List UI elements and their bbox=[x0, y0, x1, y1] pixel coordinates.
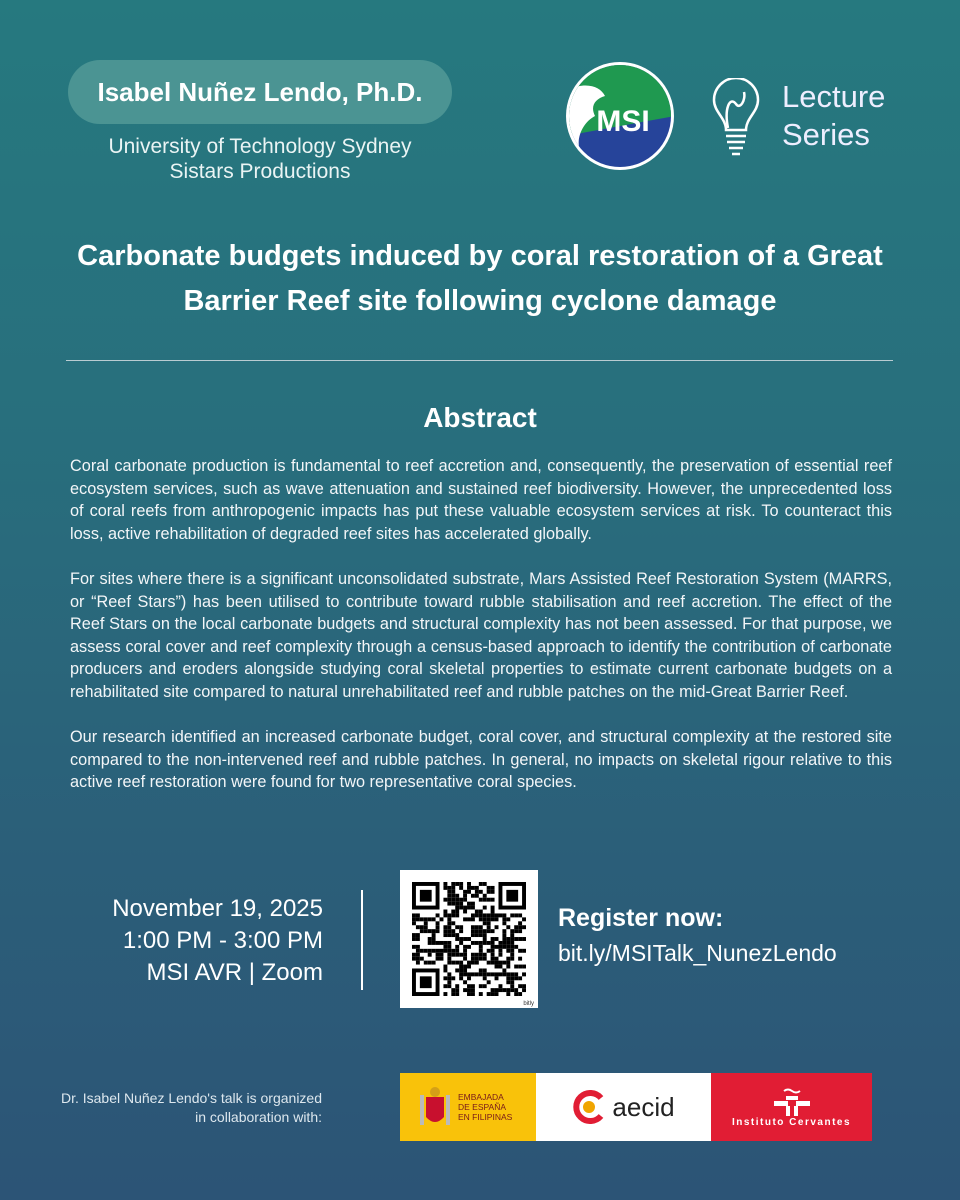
partner-cervantes bbox=[711, 1073, 872, 1141]
aecid-text: aecid bbox=[612, 1091, 675, 1122]
msi-logo bbox=[565, 61, 675, 171]
qr-pattern bbox=[412, 882, 526, 996]
collaboration-note: Dr. Isabel Nuñez Lendo's talk is organized in collaboration with: bbox=[60, 1090, 322, 1125]
lecture-series bbox=[782, 78, 885, 154]
register-label: Register now: bbox=[558, 904, 724, 932]
series-line-1: Lecture bbox=[782, 79, 886, 114]
speaker-name: Isabel Nuñez Lendo, Ph.D. bbox=[68, 60, 452, 124]
lightbulb-icon bbox=[710, 78, 762, 158]
abstract-paragraph: Coral carbonate production is fundamental to reef accretion and, consequently, the preservation of essential reef ecosystem services, such as wave attenuation and sustained reef biodiversity. However, the unprecedented loss of coral reefs from anthropogenic impacts has put these valuable ecosystem services at risk. To counteract this loss, active rehabilitation of degraded reef sites has accelerated globally. bbox=[70, 457, 892, 543]
cervantes-logo-icon bbox=[772, 1087, 812, 1117]
affiliation-1: University of Technology Sydney bbox=[108, 135, 412, 158]
event-details bbox=[40, 893, 323, 989]
divider bbox=[66, 360, 893, 361]
event-venue: MSI AVR | Zoom bbox=[146, 959, 323, 986]
abstract-paragraph: For sites where there is a significant unconsolidated substrate, Mars Assisted Reef Restoration System (MARRS, or “Reef Stars”) has been utilised to contribute toward rubble stabilisation and reef accretion. The effect of the Reef Stars on the local carbonate budgets and structural complexity has not been assessed. For that purpose, we assess coral cover and reef complexity through a census-based approach to identify the contribution of carbonate producers and eroders alongside studying coral skeletal properties to estimate current carbonate budgets on a rehabilitated site compared to natural unrehabilitated reef and rubble patches on the mid-Great Barrier Reef. bbox=[70, 569, 892, 701]
embassy-line: EMBAJADA bbox=[458, 1092, 504, 1102]
separator bbox=[361, 890, 363, 990]
affiliation-2: Sistars Productions bbox=[169, 160, 351, 183]
abstract-heading: Abstract bbox=[423, 402, 537, 433]
qr-code[interactable] bbox=[400, 870, 538, 1008]
event-date: November 19, 2025 bbox=[112, 895, 323, 922]
partner-logos bbox=[400, 1073, 872, 1141]
cervantes-text: Instituto Cervantes bbox=[731, 1116, 852, 1128]
affiliations bbox=[60, 134, 460, 184]
coat-of-arms-icon bbox=[418, 1085, 452, 1129]
event-time: 1:00 PM - 3:00 PM bbox=[122, 927, 323, 954]
abstract-paragraph: Our research identified an increased carbonate budget, coral cover, and structural complexity at the restored site compared to the non-intervened reef and rubble patches. In general, no impacts on skeletal rigour relative to this active reef restoration were found for two representative coral species. bbox=[70, 728, 892, 792]
series-line-2: Series bbox=[782, 117, 870, 152]
talk-title: Carbonate budgets induced by coral restoration of a Great Barrier Reef site following cyclone damage bbox=[77, 240, 883, 317]
logo-text: MSI bbox=[596, 105, 650, 138]
embassy-line: DE ESPAÑA bbox=[458, 1102, 507, 1112]
register-link[interactable]: bit.ly/MSITalk_NunezLendo bbox=[558, 940, 837, 966]
partner-aecid bbox=[536, 1073, 711, 1141]
qr-caption: bitly bbox=[523, 1001, 534, 1007]
partner-embassy bbox=[400, 1073, 536, 1141]
abstract-body bbox=[70, 455, 892, 817]
embassy-line: EN FILIPINAS bbox=[458, 1112, 513, 1122]
aecid-logo-icon bbox=[572, 1090, 606, 1124]
